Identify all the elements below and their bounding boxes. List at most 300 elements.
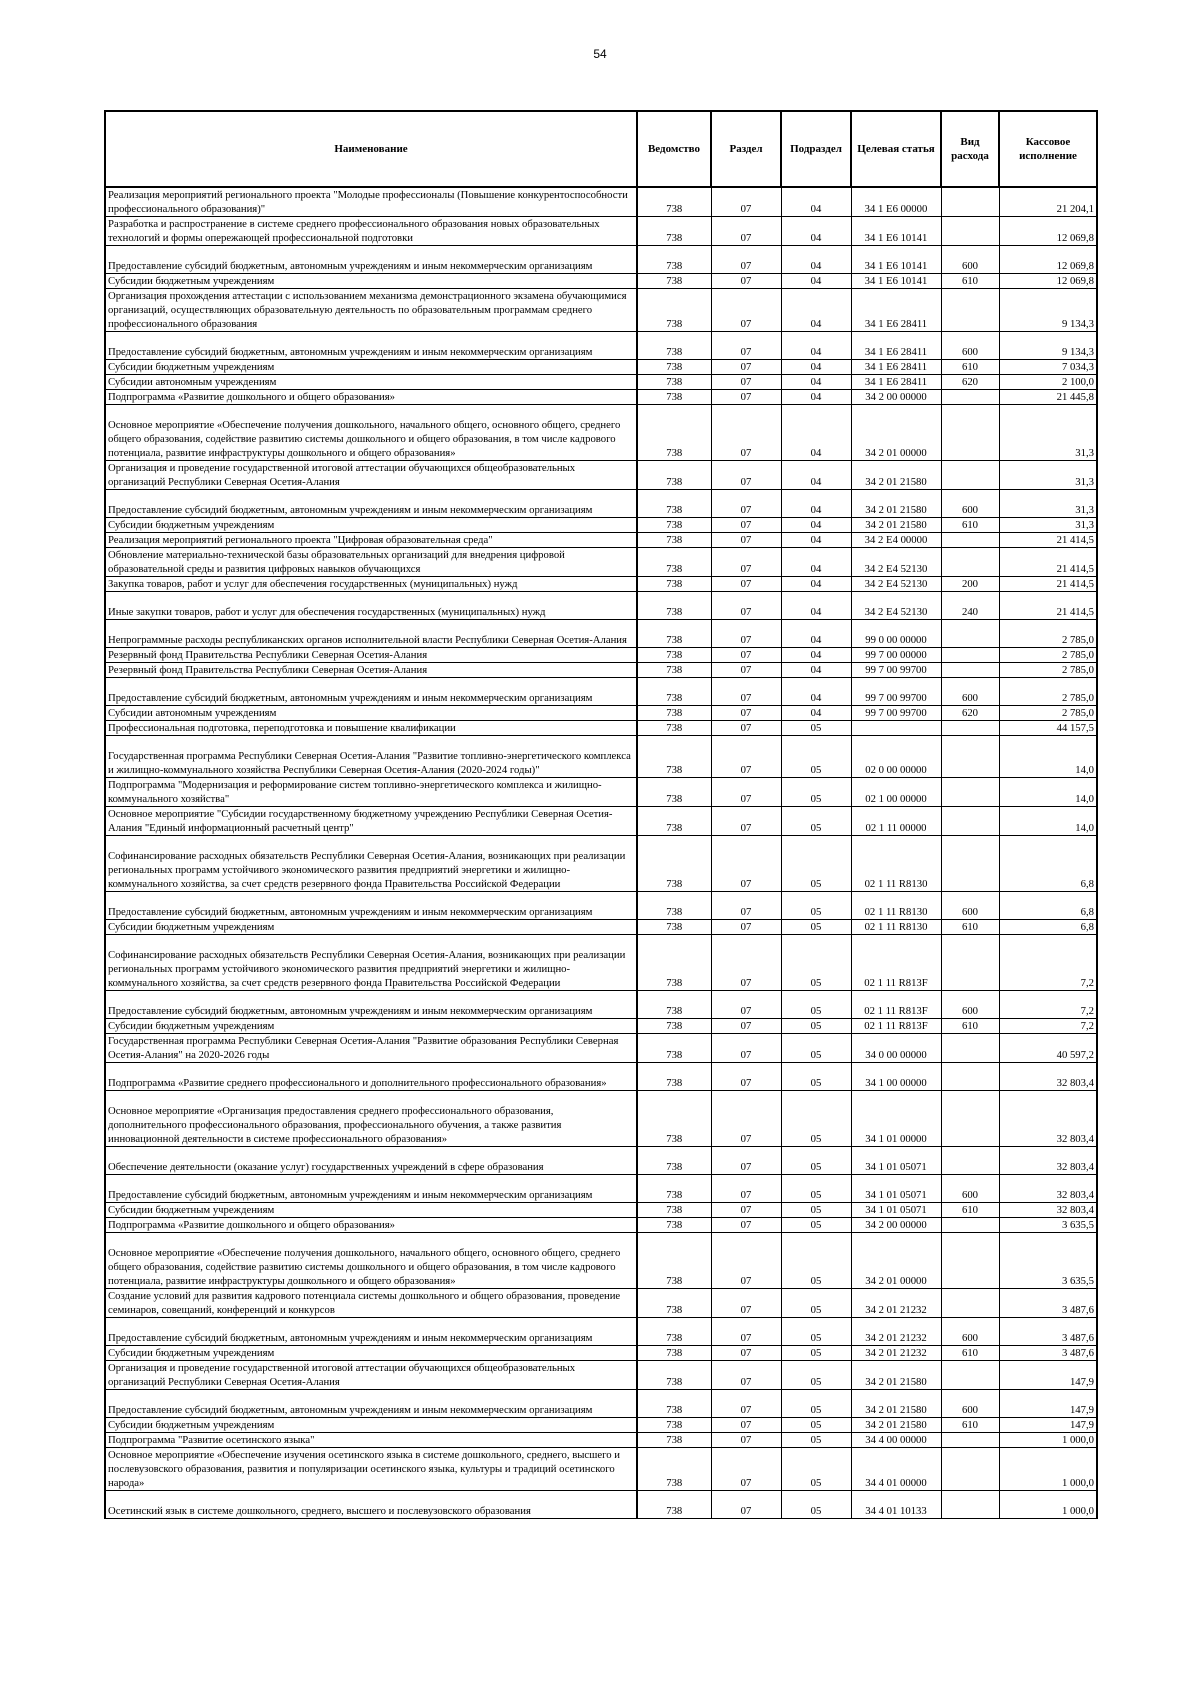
- table-row: [105, 1390, 1097, 1418]
- celevaya-cell: 34 1 00 00000: [851, 1063, 941, 1091]
- kassovoe-cell: 31,3: [999, 405, 1097, 461]
- vedomstvo-cell: 738: [637, 592, 711, 620]
- podrazdel-cell: 05: [781, 1318, 851, 1346]
- celevaya-cell: 02 1 00 00000: [851, 778, 941, 807]
- name-cell: Субсидии бюджетным учреждениям: [105, 1346, 637, 1361]
- vid-cell: [941, 1433, 999, 1448]
- kassovoe-cell: 21 414,5: [999, 533, 1097, 548]
- podrazdel-cell: 04: [781, 332, 851, 360]
- table-row: [105, 1448, 1097, 1491]
- podrazdel-cell: 04: [781, 187, 851, 217]
- table-row: [105, 991, 1097, 1019]
- celevaya-cell: 34 2 01 00000: [851, 1233, 941, 1289]
- table-row: [105, 490, 1097, 518]
- kassovoe-cell: 3 487,6: [999, 1346, 1097, 1361]
- vedomstvo-cell: 738: [637, 1491, 711, 1519]
- vid-cell: [941, 736, 999, 778]
- vid-cell: 620: [941, 706, 999, 721]
- podrazdel-cell: 05: [781, 1390, 851, 1418]
- podrazdel-cell: 05: [781, 1063, 851, 1091]
- vedomstvo-cell: 738: [637, 1218, 711, 1233]
- vid-cell: [941, 390, 999, 405]
- vedomstvo-cell: 738: [637, 518, 711, 533]
- podrazdel-cell: 05: [781, 721, 851, 736]
- vedomstvo-cell: 738: [637, 736, 711, 778]
- name-cell: Предоставление субсидий бюджетным, автономным учреждениям и иным некоммерческим организациям: [105, 490, 637, 518]
- razdel-cell: 07: [711, 217, 781, 246]
- kassovoe-cell: 3 487,6: [999, 1318, 1097, 1346]
- kassovoe-cell: 12 069,8: [999, 246, 1097, 274]
- vedomstvo-cell: 738: [637, 360, 711, 375]
- table-row: [105, 187, 1097, 217]
- vid-cell: 610: [941, 1019, 999, 1034]
- podrazdel-cell: 04: [781, 289, 851, 332]
- razdel-cell: 07: [711, 1289, 781, 1318]
- kassovoe-cell: 32 803,4: [999, 1091, 1097, 1147]
- vedomstvo-cell: 738: [637, 1019, 711, 1034]
- vid-cell: [941, 620, 999, 648]
- celevaya-cell: 34 1 E6 10141: [851, 246, 941, 274]
- vid-cell: [941, 807, 999, 836]
- celevaya-cell: 34 2 E4 52130: [851, 548, 941, 577]
- table-row: [105, 1147, 1097, 1175]
- razdel-cell: 07: [711, 1390, 781, 1418]
- razdel-cell: 07: [711, 1091, 781, 1147]
- table-row: [105, 375, 1097, 390]
- name-cell: Субсидии бюджетным учреждениям: [105, 920, 637, 935]
- kassovoe-cell: 2 785,0: [999, 706, 1097, 721]
- vedomstvo-cell: 738: [637, 548, 711, 577]
- razdel-cell: 07: [711, 1019, 781, 1034]
- celevaya-cell: 34 1 E6 10141: [851, 217, 941, 246]
- vid-cell: 610: [941, 1418, 999, 1433]
- vedomstvo-cell: 738: [637, 375, 711, 390]
- name-cell: Предоставление субсидий бюджетным, автономным учреждениям и иным некоммерческим организациям: [105, 1390, 637, 1418]
- podrazdel-cell: 04: [781, 620, 851, 648]
- celevaya-cell: 34 2 E4 52130: [851, 577, 941, 592]
- kassovoe-cell: 1 000,0: [999, 1448, 1097, 1491]
- vid-cell: 600: [941, 678, 999, 706]
- vedomstvo-cell: 738: [637, 1203, 711, 1218]
- name-cell: Предоставление субсидий бюджетным, автономным учреждениям и иным некоммерческим организациям: [105, 991, 637, 1019]
- vid-cell: [941, 187, 999, 217]
- name-cell: Подпрограмма «Развитие среднего профессионального и дополнительного профессионального образования»: [105, 1063, 637, 1091]
- vedomstvo-cell: 738: [637, 1175, 711, 1203]
- kassovoe-cell: 32 803,4: [999, 1175, 1097, 1203]
- kassovoe-cell: 3 635,5: [999, 1233, 1097, 1289]
- celevaya-cell: 34 1 01 05071: [851, 1203, 941, 1218]
- table-row: [105, 533, 1097, 548]
- vid-cell: 600: [941, 246, 999, 274]
- vid-cell: 600: [941, 332, 999, 360]
- kassovoe-cell: 6,8: [999, 920, 1097, 935]
- table-row: [105, 920, 1097, 935]
- razdel-cell: 07: [711, 1034, 781, 1063]
- table-row: [105, 1233, 1097, 1289]
- razdel-cell: 07: [711, 663, 781, 678]
- vedomstvo-cell: 738: [637, 648, 711, 663]
- razdel-cell: 07: [711, 360, 781, 375]
- vedomstvo-cell: 738: [637, 1318, 711, 1346]
- razdel-cell: 07: [711, 332, 781, 360]
- name-cell: Обеспечение деятельности (оказание услуг) государственных учреждений в сфере образования: [105, 1147, 637, 1175]
- table-row: [105, 332, 1097, 360]
- vid-cell: [941, 1034, 999, 1063]
- celevaya-cell: 34 2 01 21232: [851, 1318, 941, 1346]
- celevaya-cell: 34 1 E6 28411: [851, 375, 941, 390]
- table-row: [105, 663, 1097, 678]
- vid-cell: 600: [941, 1390, 999, 1418]
- name-cell: Софинансирование расходных обязательств Республики Северная Осетия-Алания, возникающих при реализации региональных программ устойчивого экономического развития предприятий энергетики и жилищно-коммунального хозяйства, за счет средств резервного фонда Правительства Российской Федерации: [105, 935, 637, 991]
- kassovoe-cell: 3 635,5: [999, 1218, 1097, 1233]
- podrazdel-cell: 04: [781, 490, 851, 518]
- name-cell: Субсидии бюджетным учреждениям: [105, 274, 637, 289]
- name-cell: Подпрограмма «Развитие дошкольного и общего образования»: [105, 1218, 637, 1233]
- table-row: [105, 1361, 1097, 1390]
- kassovoe-cell: 2 100,0: [999, 375, 1097, 390]
- kassovoe-cell: 31,3: [999, 490, 1097, 518]
- celevaya-cell: 02 1 11 R8130: [851, 892, 941, 920]
- table-row: [105, 935, 1097, 991]
- podrazdel-cell: 05: [781, 892, 851, 920]
- kassovoe-cell: 6,8: [999, 892, 1097, 920]
- podrazdel-cell: 05: [781, 1034, 851, 1063]
- celevaya-cell: 99 0 00 00000: [851, 620, 941, 648]
- celevaya-cell: 02 1 11 R8130: [851, 920, 941, 935]
- podrazdel-cell: 04: [781, 217, 851, 246]
- celevaya-cell: 02 1 11 R813F: [851, 1019, 941, 1034]
- vedomstvo-cell: 738: [637, 920, 711, 935]
- vid-cell: [941, 548, 999, 577]
- vid-cell: [941, 1233, 999, 1289]
- name-cell: Резервный фонд Правительства Республики Северная Осетия-Алания: [105, 663, 637, 678]
- name-cell: Предоставление субсидий бюджетным, автономным учреждениям и иным некоммерческим организациям: [105, 892, 637, 920]
- celevaya-cell: 02 1 11 R813F: [851, 935, 941, 991]
- name-cell: Субсидии автономным учреждениям: [105, 706, 637, 721]
- table-row: [105, 1203, 1097, 1218]
- table-row: [105, 1019, 1097, 1034]
- vid-cell: 610: [941, 518, 999, 533]
- celevaya-cell: 34 1 E6 28411: [851, 360, 941, 375]
- vedomstvo-cell: 738: [637, 405, 711, 461]
- kassovoe-cell: 147,9: [999, 1418, 1097, 1433]
- page-number: 54: [593, 47, 607, 61]
- celevaya-cell: [851, 721, 941, 736]
- celevaya-cell: 34 2 01 21580: [851, 1361, 941, 1390]
- vid-cell: [941, 648, 999, 663]
- kassovoe-cell: 14,0: [999, 736, 1097, 778]
- vedomstvo-cell: 738: [637, 892, 711, 920]
- name-cell: Резервный фонд Правительства Республики Северная Осетия-Алания: [105, 648, 637, 663]
- table-row: [105, 1175, 1097, 1203]
- razdel-cell: 07: [711, 1346, 781, 1361]
- razdel-cell: 07: [711, 1318, 781, 1346]
- razdel-cell: 07: [711, 1361, 781, 1390]
- kassovoe-cell: 7,2: [999, 935, 1097, 991]
- vedomstvo-cell: 738: [637, 390, 711, 405]
- celevaya-cell: 34 1 01 00000: [851, 1091, 941, 1147]
- vedomstvo-cell: 738: [637, 1418, 711, 1433]
- name-cell: Обновление материально-технической базы образовательных организаций для внедрения цифровой образовательной среды и развития цифровых навыков обучающихся: [105, 548, 637, 577]
- razdel-cell: 07: [711, 1491, 781, 1519]
- podrazdel-cell: 04: [781, 375, 851, 390]
- podrazdel-cell: 05: [781, 1175, 851, 1203]
- table-row: [105, 461, 1097, 490]
- razdel-cell: 07: [711, 1147, 781, 1175]
- vedomstvo-cell: 738: [637, 246, 711, 274]
- razdel-cell: 07: [711, 461, 781, 490]
- kassovoe-cell: 32 803,4: [999, 1203, 1097, 1218]
- podrazdel-cell: 04: [781, 246, 851, 274]
- name-cell: Софинансирование расходных обязательств Республики Северная Осетия-Алания, возникающих при реализации региональных программ устойчивого экономического развития предприятий энергетики и жилищно-коммунального хозяйства, за счет средств резервного фонда Правительства Российской Федерации: [105, 836, 637, 892]
- table-row: [105, 390, 1097, 405]
- podrazdel-cell: 05: [781, 1433, 851, 1448]
- kassovoe-cell: 21 414,5: [999, 548, 1097, 577]
- header-vedomstvo: Ведомство: [637, 111, 711, 187]
- kassovoe-cell: 9 134,3: [999, 289, 1097, 332]
- razdel-cell: 07: [711, 706, 781, 721]
- vedomstvo-cell: 738: [637, 1233, 711, 1289]
- podrazdel-cell: 05: [781, 1289, 851, 1318]
- header-razdel: Раздел: [711, 111, 781, 187]
- razdel-cell: 07: [711, 533, 781, 548]
- celevaya-cell: 99 7 00 00000: [851, 648, 941, 663]
- vid-cell: [941, 836, 999, 892]
- razdel-cell: 07: [711, 892, 781, 920]
- vid-cell: [941, 1448, 999, 1491]
- name-cell: Осетинский язык в системе дошкольного, среднего, высшего и послевузовского образования: [105, 1491, 637, 1519]
- razdel-cell: 07: [711, 1203, 781, 1218]
- vid-cell: [941, 935, 999, 991]
- name-cell: Иные закупки товаров, работ и услуг для обеспечения государственных (муниципальных) нужд: [105, 592, 637, 620]
- kassovoe-cell: 6,8: [999, 836, 1097, 892]
- name-cell: Организация и проведение государственной итоговой аттестации обучающихся общеобразовательных организаций Республики Северная Осетия-Алания: [105, 1361, 637, 1390]
- table-row: [105, 274, 1097, 289]
- name-cell: Предоставление субсидий бюджетным, автономным учреждениям и иным некоммерческим организациям: [105, 246, 637, 274]
- vedomstvo-cell: 738: [637, 721, 711, 736]
- razdel-cell: 07: [711, 1233, 781, 1289]
- kassovoe-cell: 7,2: [999, 991, 1097, 1019]
- celevaya-cell: 34 1 01 05071: [851, 1147, 941, 1175]
- vid-cell: [941, 461, 999, 490]
- vid-cell: [941, 1491, 999, 1519]
- name-cell: Субсидии бюджетным учреждениям: [105, 360, 637, 375]
- vedomstvo-cell: 738: [637, 1346, 711, 1361]
- vid-cell: 600: [941, 892, 999, 920]
- kassovoe-cell: 1 000,0: [999, 1433, 1097, 1448]
- name-cell: Государственная программа Республики Северная Осетия-Алания "Развитие топливно-энергетического комплекса и жилищно-коммунального хозяйства Республики Северная Осетия-Алания (2020-2024 годы)": [105, 736, 637, 778]
- vedomstvo-cell: 738: [637, 991, 711, 1019]
- name-cell: Основное мероприятие «Обеспечение получения дошкольного, начального общего, основного общего, среднего общего образования, содействие развитию системы дошкольного и общего образования, в том числе кадрового потенциала, развитие инфраструктуры дошкольного и общего образования»: [105, 1233, 637, 1289]
- celevaya-cell: 99 7 00 99700: [851, 663, 941, 678]
- podrazdel-cell: 05: [781, 778, 851, 807]
- vedomstvo-cell: 738: [637, 663, 711, 678]
- vedomstvo-cell: 738: [637, 533, 711, 548]
- kassovoe-cell: 31,3: [999, 461, 1097, 490]
- name-cell: Организация прохождения аттестации с использованием механизма демонстрационного экзамена обучающимися организаций, осуществляющих образовательную деятельность по образовательным программам среднего профессионального образования: [105, 289, 637, 332]
- celevaya-cell: 34 2 00 00000: [851, 1218, 941, 1233]
- table-row: [105, 577, 1097, 592]
- kassovoe-cell: 31,3: [999, 518, 1097, 533]
- razdel-cell: 07: [711, 620, 781, 648]
- razdel-cell: 07: [711, 648, 781, 663]
- celevaya-cell: 02 0 00 00000: [851, 736, 941, 778]
- razdel-cell: 07: [711, 577, 781, 592]
- vedomstvo-cell: 738: [637, 461, 711, 490]
- table-row: [105, 1034, 1097, 1063]
- vedomstvo-cell: 738: [637, 1063, 711, 1091]
- table-row: [105, 246, 1097, 274]
- celevaya-cell: 34 2 01 21580: [851, 490, 941, 518]
- table-row: [105, 518, 1097, 533]
- razdel-cell: 07: [711, 518, 781, 533]
- table-row: [105, 678, 1097, 706]
- table-row: [105, 1063, 1097, 1091]
- podrazdel-cell: 05: [781, 1233, 851, 1289]
- razdel-cell: 07: [711, 920, 781, 935]
- name-cell: Реализация мероприятий регионального проекта "Молодые профессионалы (Повышение конкурентоспособности профессионального образования)": [105, 187, 637, 217]
- celevaya-cell: 34 0 00 00000: [851, 1034, 941, 1063]
- vedomstvo-cell: 738: [637, 490, 711, 518]
- name-cell: Субсидии бюджетным учреждениям: [105, 1418, 637, 1433]
- table-row: [105, 1346, 1097, 1361]
- name-cell: Основное мероприятие «Обеспечение изучения осетинского языка в системе дошкольного, среднего, высшего и послевузовского образования, развития и популяризации осетинского языка, культуры и традиций осетинского народа»: [105, 1448, 637, 1491]
- podrazdel-cell: 04: [781, 592, 851, 620]
- podrazdel-cell: 05: [781, 807, 851, 836]
- podrazdel-cell: 04: [781, 461, 851, 490]
- vid-cell: 600: [941, 1175, 999, 1203]
- table-row: [105, 1418, 1097, 1433]
- podrazdel-cell: 05: [781, 920, 851, 935]
- vid-cell: 610: [941, 1346, 999, 1361]
- celevaya-cell: 34 2 01 21580: [851, 1418, 941, 1433]
- razdel-cell: 07: [711, 187, 781, 217]
- kassovoe-cell: 12 069,8: [999, 274, 1097, 289]
- kassovoe-cell: 2 785,0: [999, 663, 1097, 678]
- name-cell: Закупка товаров, работ и услуг для обеспечения государственных (муниципальных) нужд: [105, 577, 637, 592]
- celevaya-cell: 34 2 01 21580: [851, 461, 941, 490]
- vid-cell: 240: [941, 592, 999, 620]
- podrazdel-cell: 04: [781, 274, 851, 289]
- header-podrazdel: Подраздел: [781, 111, 851, 187]
- kassovoe-cell: 21 204,1: [999, 187, 1097, 217]
- vedomstvo-cell: 738: [637, 1433, 711, 1448]
- vid-cell: [941, 721, 999, 736]
- vedomstvo-cell: 738: [637, 1034, 711, 1063]
- vedomstvo-cell: 738: [637, 836, 711, 892]
- vedomstvo-cell: 738: [637, 289, 711, 332]
- vedomstvo-cell: 738: [637, 1448, 711, 1491]
- vid-cell: 610: [941, 274, 999, 289]
- vedomstvo-cell: 738: [637, 187, 711, 217]
- celevaya-cell: 34 4 01 00000: [851, 1448, 941, 1491]
- vedomstvo-cell: 738: [637, 217, 711, 246]
- table-row: [105, 405, 1097, 461]
- razdel-cell: 07: [711, 390, 781, 405]
- celevaya-cell: 02 1 11 R8130: [851, 836, 941, 892]
- name-cell: Предоставление субсидий бюджетным, автономным учреждениям и иным некоммерческим организациям: [105, 1318, 637, 1346]
- celevaya-cell: 34 2 01 21580: [851, 1390, 941, 1418]
- razdel-cell: 07: [711, 1063, 781, 1091]
- table-row: [105, 1433, 1097, 1448]
- podrazdel-cell: 04: [781, 518, 851, 533]
- vid-cell: 600: [941, 490, 999, 518]
- kassovoe-cell: 21 414,5: [999, 592, 1097, 620]
- podrazdel-cell: 05: [781, 736, 851, 778]
- podrazdel-cell: 05: [781, 1361, 851, 1390]
- vid-cell: [941, 533, 999, 548]
- name-cell: Подпрограмма "Развитие осетинского языка": [105, 1433, 637, 1448]
- celevaya-cell: 34 2 E4 52130: [851, 592, 941, 620]
- razdel-cell: 07: [711, 721, 781, 736]
- header-celevaya: Целевая статья: [851, 111, 941, 187]
- kassovoe-cell: 12 069,8: [999, 217, 1097, 246]
- podrazdel-cell: 04: [781, 390, 851, 405]
- vedomstvo-cell: 738: [637, 1147, 711, 1175]
- podrazdel-cell: 05: [781, 1091, 851, 1147]
- podrazdel-cell: 05: [781, 836, 851, 892]
- vid-cell: [941, 778, 999, 807]
- vedomstvo-cell: 738: [637, 778, 711, 807]
- podrazdel-cell: 04: [781, 548, 851, 577]
- vid-cell: 600: [941, 1318, 999, 1346]
- name-cell: Организация и проведение государственной итоговой аттестации обучающихся общеобразовательных организаций Республики Северная Осетия-Алания: [105, 461, 637, 490]
- podrazdel-cell: 05: [781, 1448, 851, 1491]
- name-cell: Подпрограмма «Развитие дошкольного и общего образования»: [105, 390, 637, 405]
- vedomstvo-cell: 738: [637, 1390, 711, 1418]
- celevaya-cell: 34 1 E6 10141: [851, 274, 941, 289]
- kassovoe-cell: 14,0: [999, 778, 1097, 807]
- table-body: [105, 187, 1097, 1519]
- vid-cell: 610: [941, 920, 999, 935]
- vid-cell: [941, 217, 999, 246]
- razdel-cell: 07: [711, 678, 781, 706]
- podrazdel-cell: 05: [781, 1418, 851, 1433]
- name-cell: Разработка и распространение в системе среднего профессионального образования новых образовательных технологий и формы опережающей профессиональной подготовки: [105, 217, 637, 246]
- table-row: [105, 1289, 1097, 1318]
- podrazdel-cell: 04: [781, 706, 851, 721]
- podrazdel-cell: 05: [781, 1147, 851, 1175]
- razdel-cell: 07: [711, 1418, 781, 1433]
- kassovoe-cell: 9 134,3: [999, 332, 1097, 360]
- table-row: [105, 721, 1097, 736]
- podrazdel-cell: 04: [781, 533, 851, 548]
- table-row: [105, 807, 1097, 836]
- name-cell: Профессиональная подготовка, переподготовка и повышение квалификации: [105, 721, 637, 736]
- vid-cell: [941, 1218, 999, 1233]
- razdel-cell: 07: [711, 375, 781, 390]
- table-row: [105, 548, 1097, 577]
- name-cell: Предоставление субсидий бюджетным, автономным учреждениям и иным некоммерческим организациям: [105, 332, 637, 360]
- name-cell: Основное мероприятие «Обеспечение получения дошкольного, начального общего, основного общего, среднего общего образования, содействие развитию системы дошкольного и общего образования, в том числе кадрового потенциала, развитие инфраструктуры дошкольного и общего образования»: [105, 405, 637, 461]
- table-row: [105, 620, 1097, 648]
- name-cell: Государственная программа Республики Северная Осетия-Алания "Развитие образования Республики Северная Осетия-Алания" на 2020-2026 годы: [105, 1034, 637, 1063]
- vid-cell: [941, 1091, 999, 1147]
- vedomstvo-cell: 738: [637, 620, 711, 648]
- celevaya-cell: 34 2 01 21580: [851, 518, 941, 533]
- razdel-cell: 07: [711, 548, 781, 577]
- name-cell: Основное мероприятие «Организация предоставления среднего профессионального образования, дополнительного профессионального образования, профессионального обучения, а также развития инновационной деятельности в системе профессионального образования»: [105, 1091, 637, 1147]
- celevaya-cell: 34 4 01 10133: [851, 1491, 941, 1519]
- kassovoe-cell: 2 785,0: [999, 678, 1097, 706]
- podrazdel-cell: 05: [781, 1203, 851, 1218]
- kassovoe-cell: 7 034,3: [999, 360, 1097, 375]
- vid-cell: 610: [941, 1203, 999, 1218]
- razdel-cell: 07: [711, 1218, 781, 1233]
- vid-cell: [941, 1063, 999, 1091]
- table-row: [105, 778, 1097, 807]
- table-row: [105, 1491, 1097, 1519]
